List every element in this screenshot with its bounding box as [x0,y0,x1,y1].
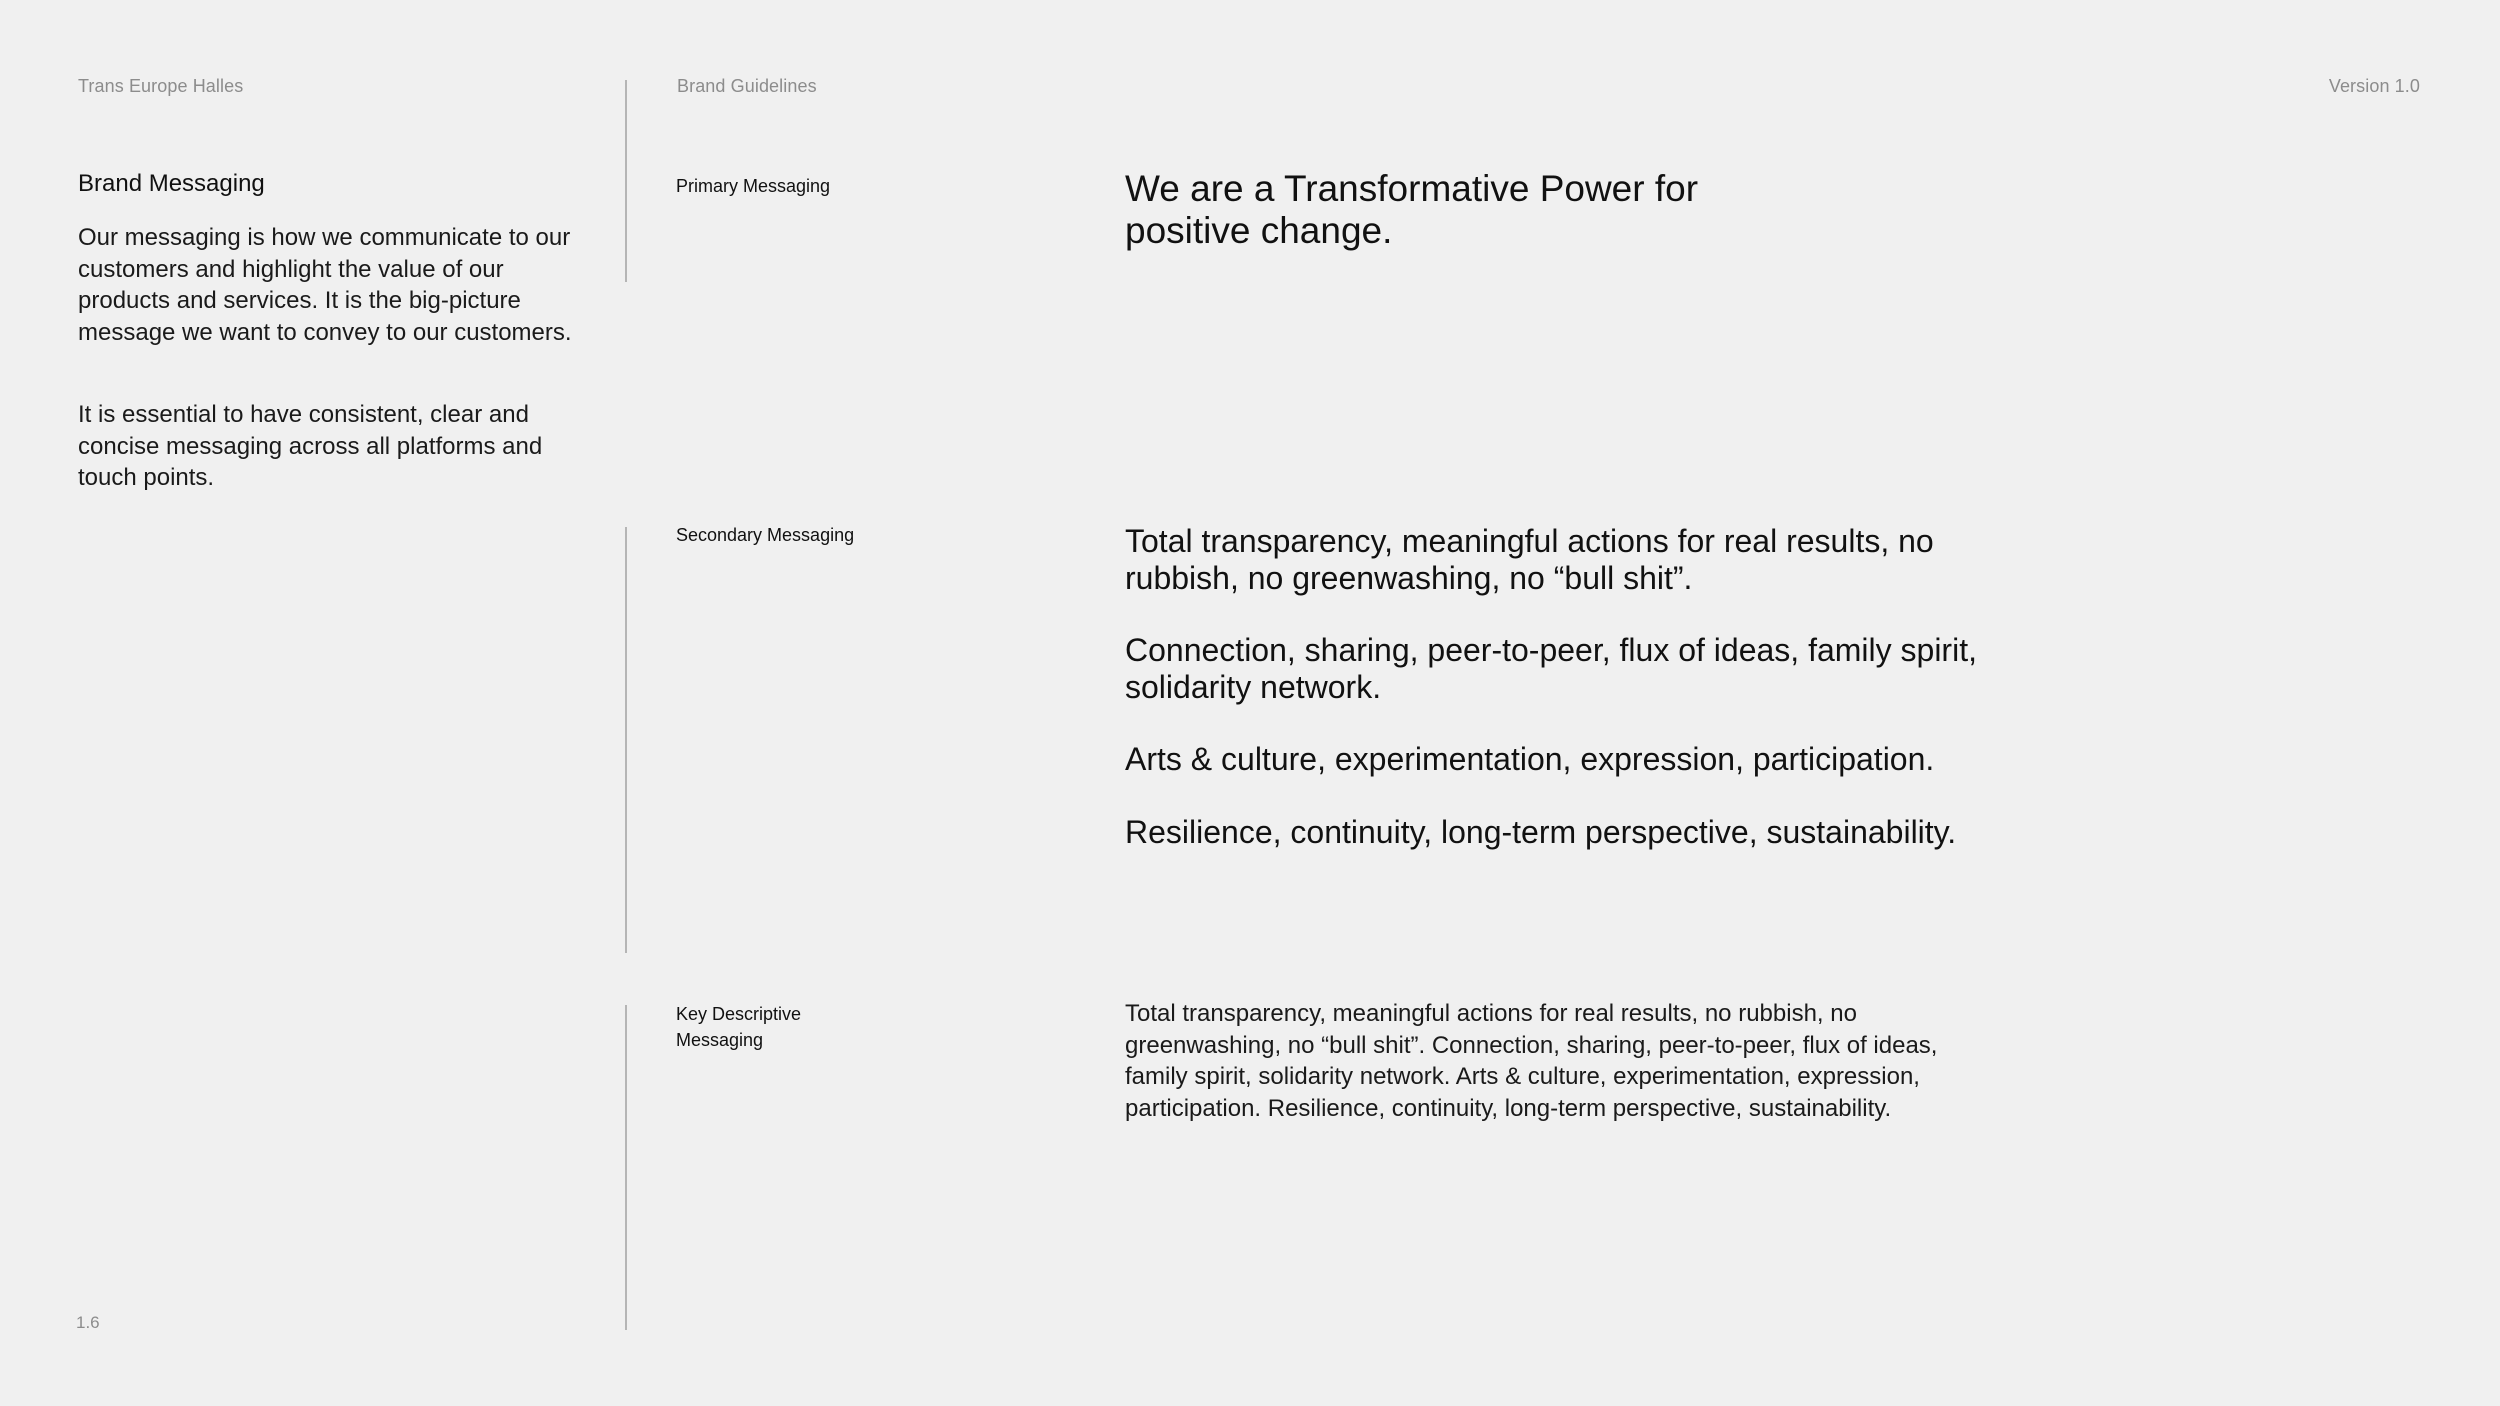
secondary-statement: Arts & culture, experimentation, expression, participation. [1125,741,1935,777]
primary-statement: We are a Transformative Power for positive change. [1125,168,1699,251]
divider-primary [625,80,627,282]
intro-paragraph: It is essential to have consistent, clear and concise messaging across all platforms and touch points. [78,401,543,491]
section-title: Brand Messaging [78,170,265,197]
secondary-statement: Resilience, continuity, long-term perspective, sustainability. [1125,814,1957,850]
document-title: Brand Guidelines [677,76,817,96]
intro-paragraph: Our messaging is how we communicate to our customers and highlight the value of our products and services. It is the big-picture message we want to convey to our customers. [78,224,572,346]
secondary-statement: Total transparency, meaningful actions for real results, no rubbish, no greenwashing, no “bull shit”. [1125,523,1934,596]
primary-messaging-label: Primary Messaging [676,176,831,196]
key-descriptive-label: Key Descriptive Messaging [676,1004,802,1050]
secondary-messaging-label: Secondary Messaging [676,525,855,545]
secondary-statement: Connection, sharing, peer-to-peer, flux of ideas, family spirit, solidarity network. [1125,632,1977,705]
page-number: 1.6 [76,1313,100,1332]
version-label: Version 1.0 [2328,76,2420,96]
brand-name: Trans Europe Halles [78,76,244,96]
key-descriptive-text: Total transparency, meaningful actions for real results, no rubbish, no greenwashing, no “bull shit”. Connection, sharing, peer-to-peer, flux of ideas, family spirit, solidarity network. Arts & culture, experimentation, expression, participation. Resilience, continuity, long-term perspective, sustainability. [1125,1000,1938,1122]
divider-key-descriptive [625,1005,627,1330]
divider-secondary [625,527,627,953]
